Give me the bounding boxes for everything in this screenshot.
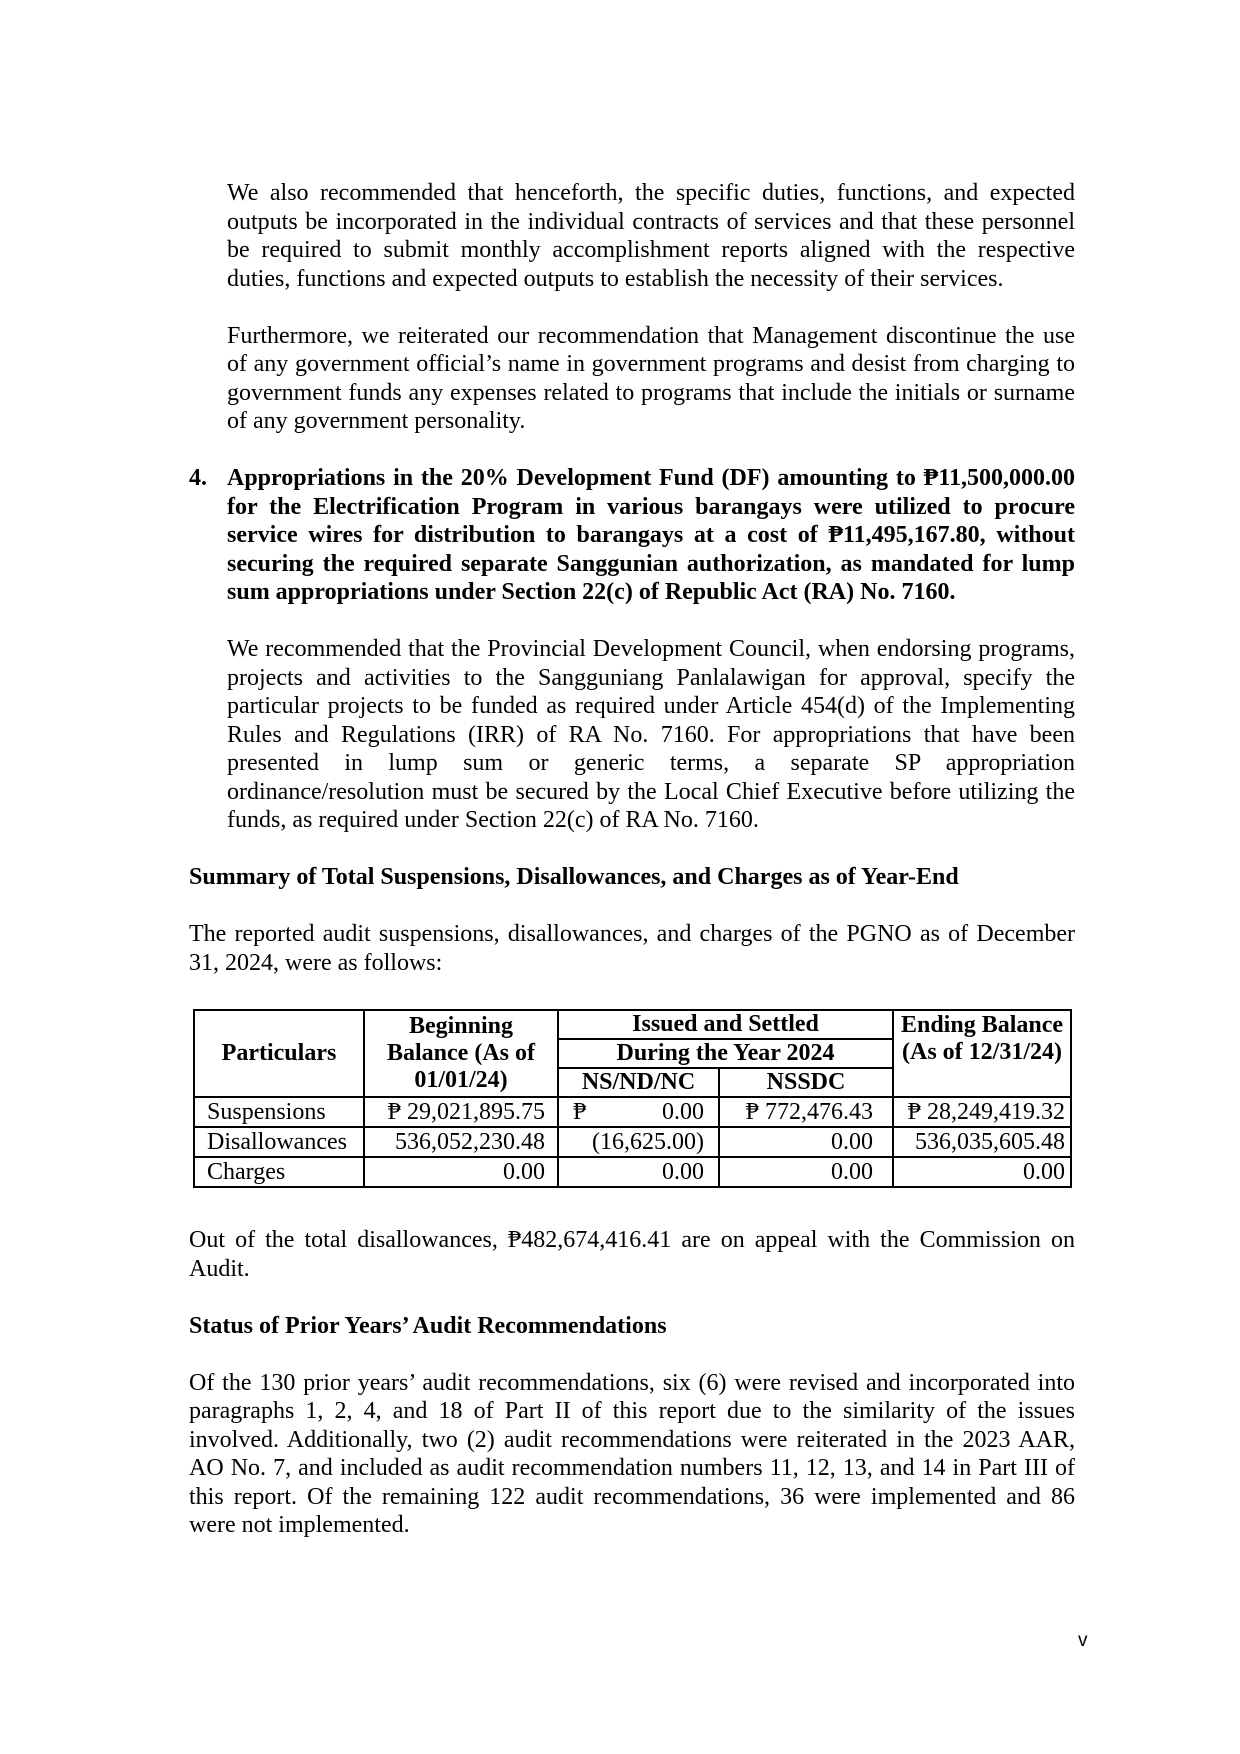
suspensions-disallowances-charges-table <box>193 1009 1072 1188</box>
ns-nd-nc-amount: 0.00 <box>662 1159 704 1185</box>
table-row-disallowances <box>194 1127 1071 1157</box>
ending-balance-line-2: (As of 12/31/24) <box>902 1039 1062 1065</box>
cell-particulars: Charges <box>194 1157 364 1187</box>
cell-particulars: Disallowances <box>194 1127 364 1157</box>
cell-ending-balance: ₱ 28,249,419.32 <box>893 1097 1071 1127</box>
col-header-issued-and-settled: Issued and Settled <box>558 1010 893 1039</box>
beginning-balance-line-2: Balance (As of <box>387 1040 535 1066</box>
col-header-ns-nd-nc: NS/ND/NC <box>558 1068 719 1097</box>
col-header-beginning-balance <box>364 1010 558 1097</box>
appeal-note: Out of the total disallowances, ₱482,674,416.41 are on appeal with the Commission on Audit. <box>189 1227 1075 1282</box>
col-header-particulars: Particulars <box>194 1010 364 1097</box>
paragraph-recommendation-contracts: We also recommended that henceforth, the specific duties, functions, and expected outputs be incorporated in the individual contracts of services and that these personnel be required to submit monthly accomplishment reports aligned with the respective duties, functions and expected outputs to establish the necessity of their services. <box>227 180 1075 292</box>
cell-ns-nd-nc <box>558 1127 719 1157</box>
cell-ending-balance: 536,035,605.48 <box>893 1127 1071 1157</box>
finding-4 <box>189 464 1075 607</box>
paragraph-recommendation-names: Furthermore, we reiterated our recommendation that Management discontinue the use of any government official’s name in government programs and desist from charging to government funds any expenses related to programs that include the initials or surname of any government personality. <box>227 322 1075 434</box>
col-header-nssdc: NSSDC <box>719 1068 893 1097</box>
ending-balance-line-1: Ending Balance <box>900 1012 1064 1038</box>
col-header-during-the-year: During the Year 2024 <box>558 1039 893 1068</box>
ns-nd-nc-amount: (16,625.00) <box>592 1129 704 1155</box>
beginning-balance-line-1: Beginning <box>408 1013 514 1039</box>
cell-beginning-balance: 536,052,230.48 <box>364 1127 558 1157</box>
status-body: Of the 130 prior years’ audit recommendations, six (6) were revised and incorporated into paragraphs 1, 2, 4, and 18 of Part II of this report due to the similarity of the issues involved. Additionally, two (2) audit recommendations were reiterated in the 2023 AAR, AO No. 7, and included as audit recommendation numbers 11, 12, 13, and 14 in Part III of this report. Of the remaining 122 audit recommendations, 36 were implemented and 86 were not implemented. <box>189 1369 1075 1538</box>
cell-particulars: Suspensions <box>194 1097 364 1127</box>
cell-ns-nd-nc <box>558 1097 719 1127</box>
table-row-charges <box>194 1157 1071 1187</box>
cell-nssdc: ₱ 772,476.43 <box>719 1097 893 1127</box>
cell-beginning-balance: 0.00 <box>364 1157 558 1187</box>
cell-nssdc: 0.00 <box>719 1157 893 1187</box>
page-number: v <box>1078 1630 1088 1651</box>
table-row-suspensions <box>194 1097 1071 1127</box>
finding-4-text: Appropriations in the 20% Development Fund (DF) amounting to ₱11,500,000.00 for the Electrification Program in various barangays were utilized to procure service wires for distribution to barangays at a cost of ₱11,495,167.80, without securing the required separate Sanggunian authorization, as mandated for lump sum appropriations under Section 22(c) of Republic Act (RA) No. 7160. <box>227 465 1075 605</box>
cell-nssdc: 0.00 <box>719 1127 893 1157</box>
ns-nd-nc-amount: 0.00 <box>662 1099 704 1125</box>
beginning-balance-line-3: 01/01/24) <box>414 1067 508 1093</box>
summary-intro: The reported audit suspensions, disallowances, and charges of the PGNO as of December 31, 2024, were as follows: <box>189 921 1075 976</box>
finding-4-number: 4. <box>189 465 207 491</box>
col-header-ending-balance <box>893 1010 1071 1097</box>
cell-beginning-balance: ₱ 29,021,895.75 <box>364 1097 558 1127</box>
cell-ns-nd-nc <box>558 1157 719 1187</box>
paragraph-finding-4-recommendation: We recommended that the Provincial Development Council, when endorsing programs, projects and activities to the Sangguniang Panlalawigan for approval, specify the particular projects to be funded as required under Article 454(d) of the Implementing Rules and Regulations (IRR) of RA No. 7160. For appropriations that have been presented in lump sum or generic terms, a separate SP appropriation ordinance/resolution must be secured by the Local Chief Executive before utilizing the funds, as required under Section 22(c) of RA No. 7160. <box>227 636 1075 833</box>
status-heading: Status of Prior Years’ Audit Recommendations <box>189 1312 667 1339</box>
summary-heading: Summary of Total Suspensions, Disallowances, and Charges as of Year-End <box>189 864 959 890</box>
cell-ending-balance: 0.00 <box>893 1157 1071 1187</box>
peso-sign: ₱ <box>573 1099 587 1125</box>
